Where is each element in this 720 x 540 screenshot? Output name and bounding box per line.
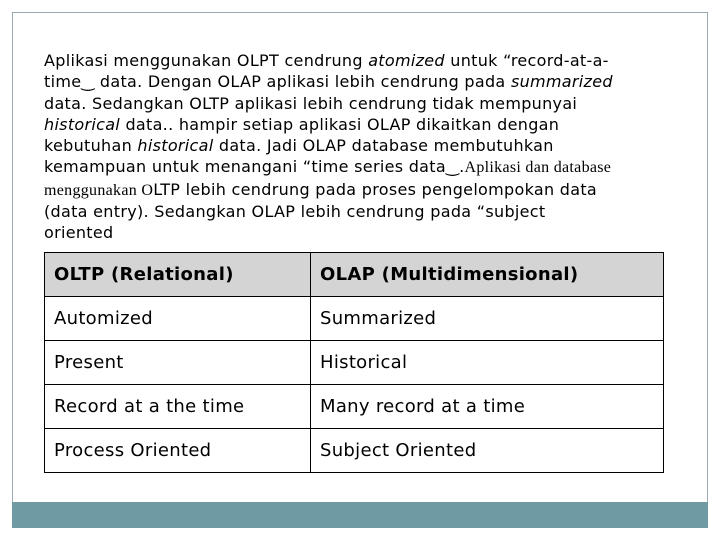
comparison-table [44, 252, 664, 473]
table-header-row [45, 253, 664, 297]
paragraph-line-4: historical data.. hampir setiap aplikasi OLAP dikaitkan dengan [44, 114, 560, 134]
paragraph-line-6: kemampuan untuk menangani “time series data‿.Aplikasi dan database [44, 157, 612, 177]
paragraph-line-9: oriented [44, 223, 114, 243]
bottom-accent-bar [12, 502, 708, 528]
table-cell-oltp: Record at a the time [45, 385, 311, 429]
paragraph-line-3: data. Sedangkan OLTP aplikasi lebih cendrung tidak mempunyai [44, 93, 578, 113]
table-cell-oltp: Process Oriented [45, 429, 311, 473]
table-cell-olap: Summarized [311, 297, 664, 341]
table-row [45, 297, 664, 341]
table-cell-olap: Historical [311, 341, 664, 385]
body-paragraph [44, 50, 674, 244]
table-row [45, 341, 664, 385]
paragraph-line-2: time‿ data. Dengan OLAP aplikasi lebih cendrung pada summarized [44, 72, 613, 92]
header-olap: OLAP (Multidimensional) [311, 253, 664, 297]
paragraph-line-5: kebutuhan historical data. Jadi OLAP database membutuhkan [44, 136, 554, 156]
table-cell-oltp: Present [45, 341, 311, 385]
paragraph-line-8: (data entry). Sedangkan OLAP lebih cendrung pada “subject [44, 202, 546, 222]
paragraph-line-7: menggunakan OLTP lebih cendrung pada proses pengelompokan data [44, 179, 598, 199]
header-oltp: OLTP (Relational) [45, 253, 311, 297]
table-cell-olap: Many record at a time [311, 385, 664, 429]
table-cell-oltp: Automized [45, 297, 311, 341]
table-cell-olap: Subject Oriented [311, 429, 664, 473]
table-row [45, 429, 664, 473]
paragraph-line-1: Aplikasi menggunakan OLPT cendrung atomized untuk “record-at-a- [44, 51, 609, 70]
table-row [45, 385, 664, 429]
